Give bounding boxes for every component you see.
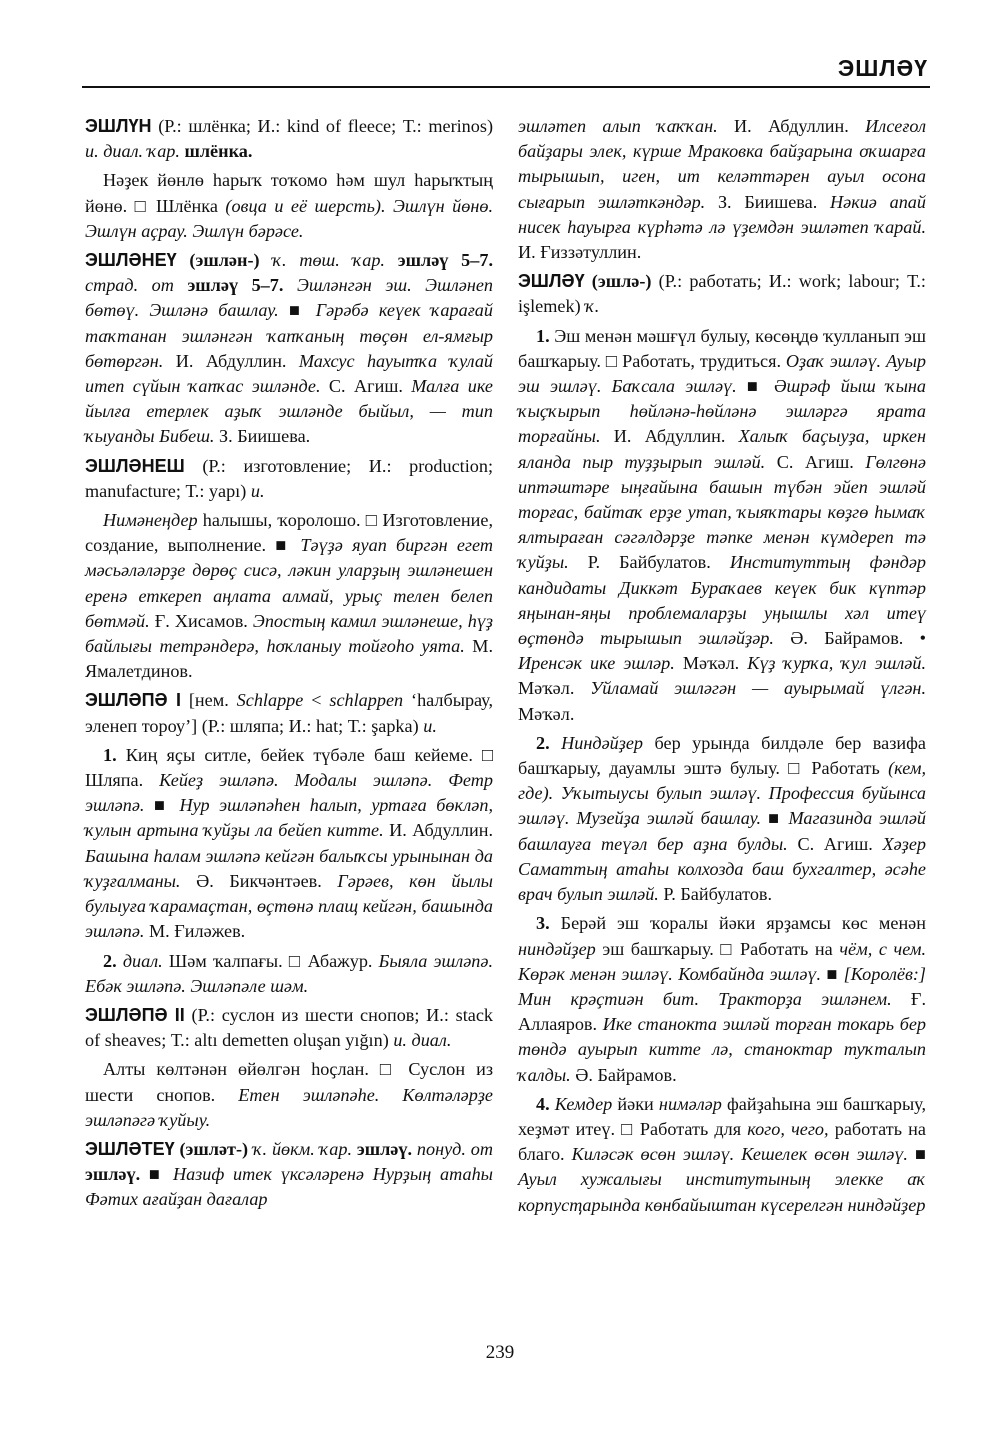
entry-eshlapa-2: ЭШЛӘПӘ II (Р.: суслон из шести снопов; И.: stack of sheaves; Т.: altı demetten oluşan yığın) и. диал. [85,1004,493,1051]
running-head: ЭШЛӘҮ [837,55,928,81]
entry-eshlun: ЭШЛҮН (Р.: шлёнка; И.: kind of fleece; Т.: merinos) и. диал. ҡар. шлёнка. [85,116,493,162]
definition: Нәҙек йөнлө һарыҡ тоҡомо һәм шул һарыҡтың йөнө. □ Шлёнка (овца и её шерсть). Эшлүн йөнө. Эшлүн аҫрау. Эшлүн бәрәсе. [85,170,493,241]
headword: ЭШЛӘПӘ I [85,690,181,711]
definition: Нимәнеңдер һалышы, ҡоролошо. □ Изготовление, создание, выполнение. ■ Тәүҙә яуап биргән егет мәсьәләләрҙе дөрөҫ сисә, ләкин уларҙың эшләнешен еренә еткереп аңлата алмай, урыҫ телен белеп бөтмәй. Ғ. Хисамов. Эпостың камил эшләнеше, һүҙ байлығы тетрәндерә, һоҡланыу тойғоһо уята. М. Ямалетдинов. [85,510,493,682]
sense-2: 2. диал. Шәм ҡалпағы. □ Абажур. Быяла эшләпә. Ебәк эшләпә. Эшләпәле шәм. [85,950,493,996]
entry-eshlaneu: ЭШЛӘНЕҮ (эшлән-) ҡ. төш. ҡар. эшләү 5–7. страд. от эшләү 5–7. Эшләнгән эш. Эшләнеп бөтөү. Эшләнә башлау. ■ Гәрәбә кеүек ҡарағай таҡтанан эшләнгән ҡапҡаның төҫөн ел-ямғыр бөтөргән. И. Абдуллин. Махсус һауытҡа ҡулай итеп сүйын ҡапҡас эшләнде. С. Агиш. Малға ике йылға етерлек аҙыҡ эшләнде быйыл, — тип ҡыуанды Бибеш. З. Биишева. [85,250,494,447]
sense-1: 1. Эш менән мәшғүл булыу, көсөңдө ҡулланып эш башҡарыу. □ Работать, трудиться. Оҙаҡ эшләү. Ауыр эш эшләү. Баҡсала эшләү. ■ Әшрәф йыш ҡына ҡыҫҡырып һөйләнә-һөйләнә эшләргә ярата торғайны. И. Абдуллин. Халыҡ баҫыуҙа, иркен яланда пыр туҙҙырып эшләй. С. Агиш. Гөлгөнә иптәштәре ыңғайына башын түбән эйеп эшләй торғас, байтаҡ ерҙе утап, ҡыяҡтары көҙгө һымаҡ ялтыраған сәгәлдәрҙе тәпке менән күмдереп тә ҡуйҙы. Р. Байбулатов. Институттың фәндәр кандидаты Диккәт Бураҡаев кеүек бик күптәр яңынан-яңы проблемаларҙы уңышлы хәл итеү өҫтөндә тырышып эшләйҙәр. Ә. Байрамов. • Иренсәк ике эшләр. Мәҡәл. Күҙ ҡурҡа, ҡул эшләй. Мәҡәл. Уйламай эшләгән — ауырымай үлгән. Мәҡәл. [518,325,927,724]
headword: ЭШЛӘНЕШ [85,455,185,476]
continuation: эшләтеп алып ҡаҡҡан. И. Абдуллин. Илсеғол байҙары элек, күрше Мраковка байҙарына оҡшарға тырышып, иген, ит келәттәрен ауыл осона сығарып эшләткәндәр. З. Биишева. Нәкиә апай нисек һауырға күрһәтә лә үҙемдән эшләтеп ҡарай. И. Ғиззәтуллин. [518,116,926,263]
sense-2: 2. Ниндәйҙер бер урында билдәле бер вазифа башҡарыу, дауамлы эштә булыу. □ Работать (кем, где). Уҡытыусы булып эшләү. Профессия буйынса эшләү. Музейҙа эшләй башлау. ■ Магазинда эшләй башлауға теүәл бер аҙна булды. С. Агиш. Хәҙер Саматтың атаһы колхозда баш бухгалтер, әсәһе врач булып эшләй. Р. Байбулатов. [518,732,926,905]
headword: ЭШЛҮН [85,116,152,136]
right-column [518,114,926,1222]
entry-eshlau: ЭШЛӘҮ (эшлә-) (Р.: работать; И.: work; labour; Т.: işlemek) ҡ. [518,271,926,317]
headword: ЭШЛӘТЕҮ [85,1138,175,1159]
sense-1: 1. Киң яҫы ситле, бейек түбәле баш кейеме. □ Шляпа. Кейеҙ эшләпә. Модалы эшләпә. Фетр эшләпә. ■ Нур эшләпәһен һалып, уртаға бөкләп, ҡулын артына ҡуйҙы ла бейеп китте. И. Абдуллин. Башына һалам эшләпә кейгән балыҡсы урынынан да ҡуҙғалманы. Ә. Бикчәнтәев. Гәрәев, көн йылы булыуға ҡарамаҫтан, өҫтөнә плащ кейгән, башында эшләпә. М. Ғиләжев. [85,744,494,942]
entry-eshlateu: ЭШЛӘТЕҮ (эшләт-) ҡ. йөкм. ҡар. эшләү. понуд. от эшләү. ■ Назиф итек үксәләренә Нурҙың атаһы Фәтих ағайҙан дағалар [85,1138,493,1210]
header-rule [82,86,930,88]
page-number: 239 [485,1342,515,1363]
headword: ЭШЛӘНЕҮ [85,250,177,271]
definition: Алты көлтәнән өйөлгән һоҫлан. □ Суслон из шести снопов. Етен эшләпәһе. Көлтәләрҙе эшләпәгә ҡуйыу. [85,1059,493,1130]
headword: ЭШЛӘҮ [518,271,585,292]
entry-eshlapa-1: ЭШЛӘПӘ I [нем. Schlappe < schlappen ‘һалбырау, эленеп тороу’] (Р.: шляпа; И.: hat; Т.: şapka) и. [85,690,494,736]
sense-3: 3. Берәй эш ҡоралы йәки ярҙамсы көс менән ниндәйҙер эш башҡарыу. □ Работать на чём, с чем. Көрәк менән эшләү. Комбайнда эшләү. ■ [Королёв:] Мин крәҫтиән бит. Тракторҙа эшләнем. Ғ. Аллаяров. Ике станокта эшләй торған токарь бер төндә ауырып китте лә, станоктар туҡталып ҡалды. Ә. Байрамов. [518,913,927,1085]
sense-4: 4. Кемдер йәки нимәләр файҙаһына эш башҡарыу, хеҙмәт итеү. □ Работать для кого, чего, работать на благо. Киләсәк өсөн эшләү. Кешелек өсөн эшләү. ■ Ауыл хужалығы институтының элекке аҡ корпусҭарында көнбайыштан күсерелгән ниндәйҙер [518,1093,927,1215]
left-column [85,114,493,1217]
entry-eshlanesh: ЭШЛӘНЕШ (Р.: изготовление; И.: production; manufacture; Т.: yapı) и. [85,455,493,501]
headword: ЭШЛӘПӘ II [85,1004,185,1025]
